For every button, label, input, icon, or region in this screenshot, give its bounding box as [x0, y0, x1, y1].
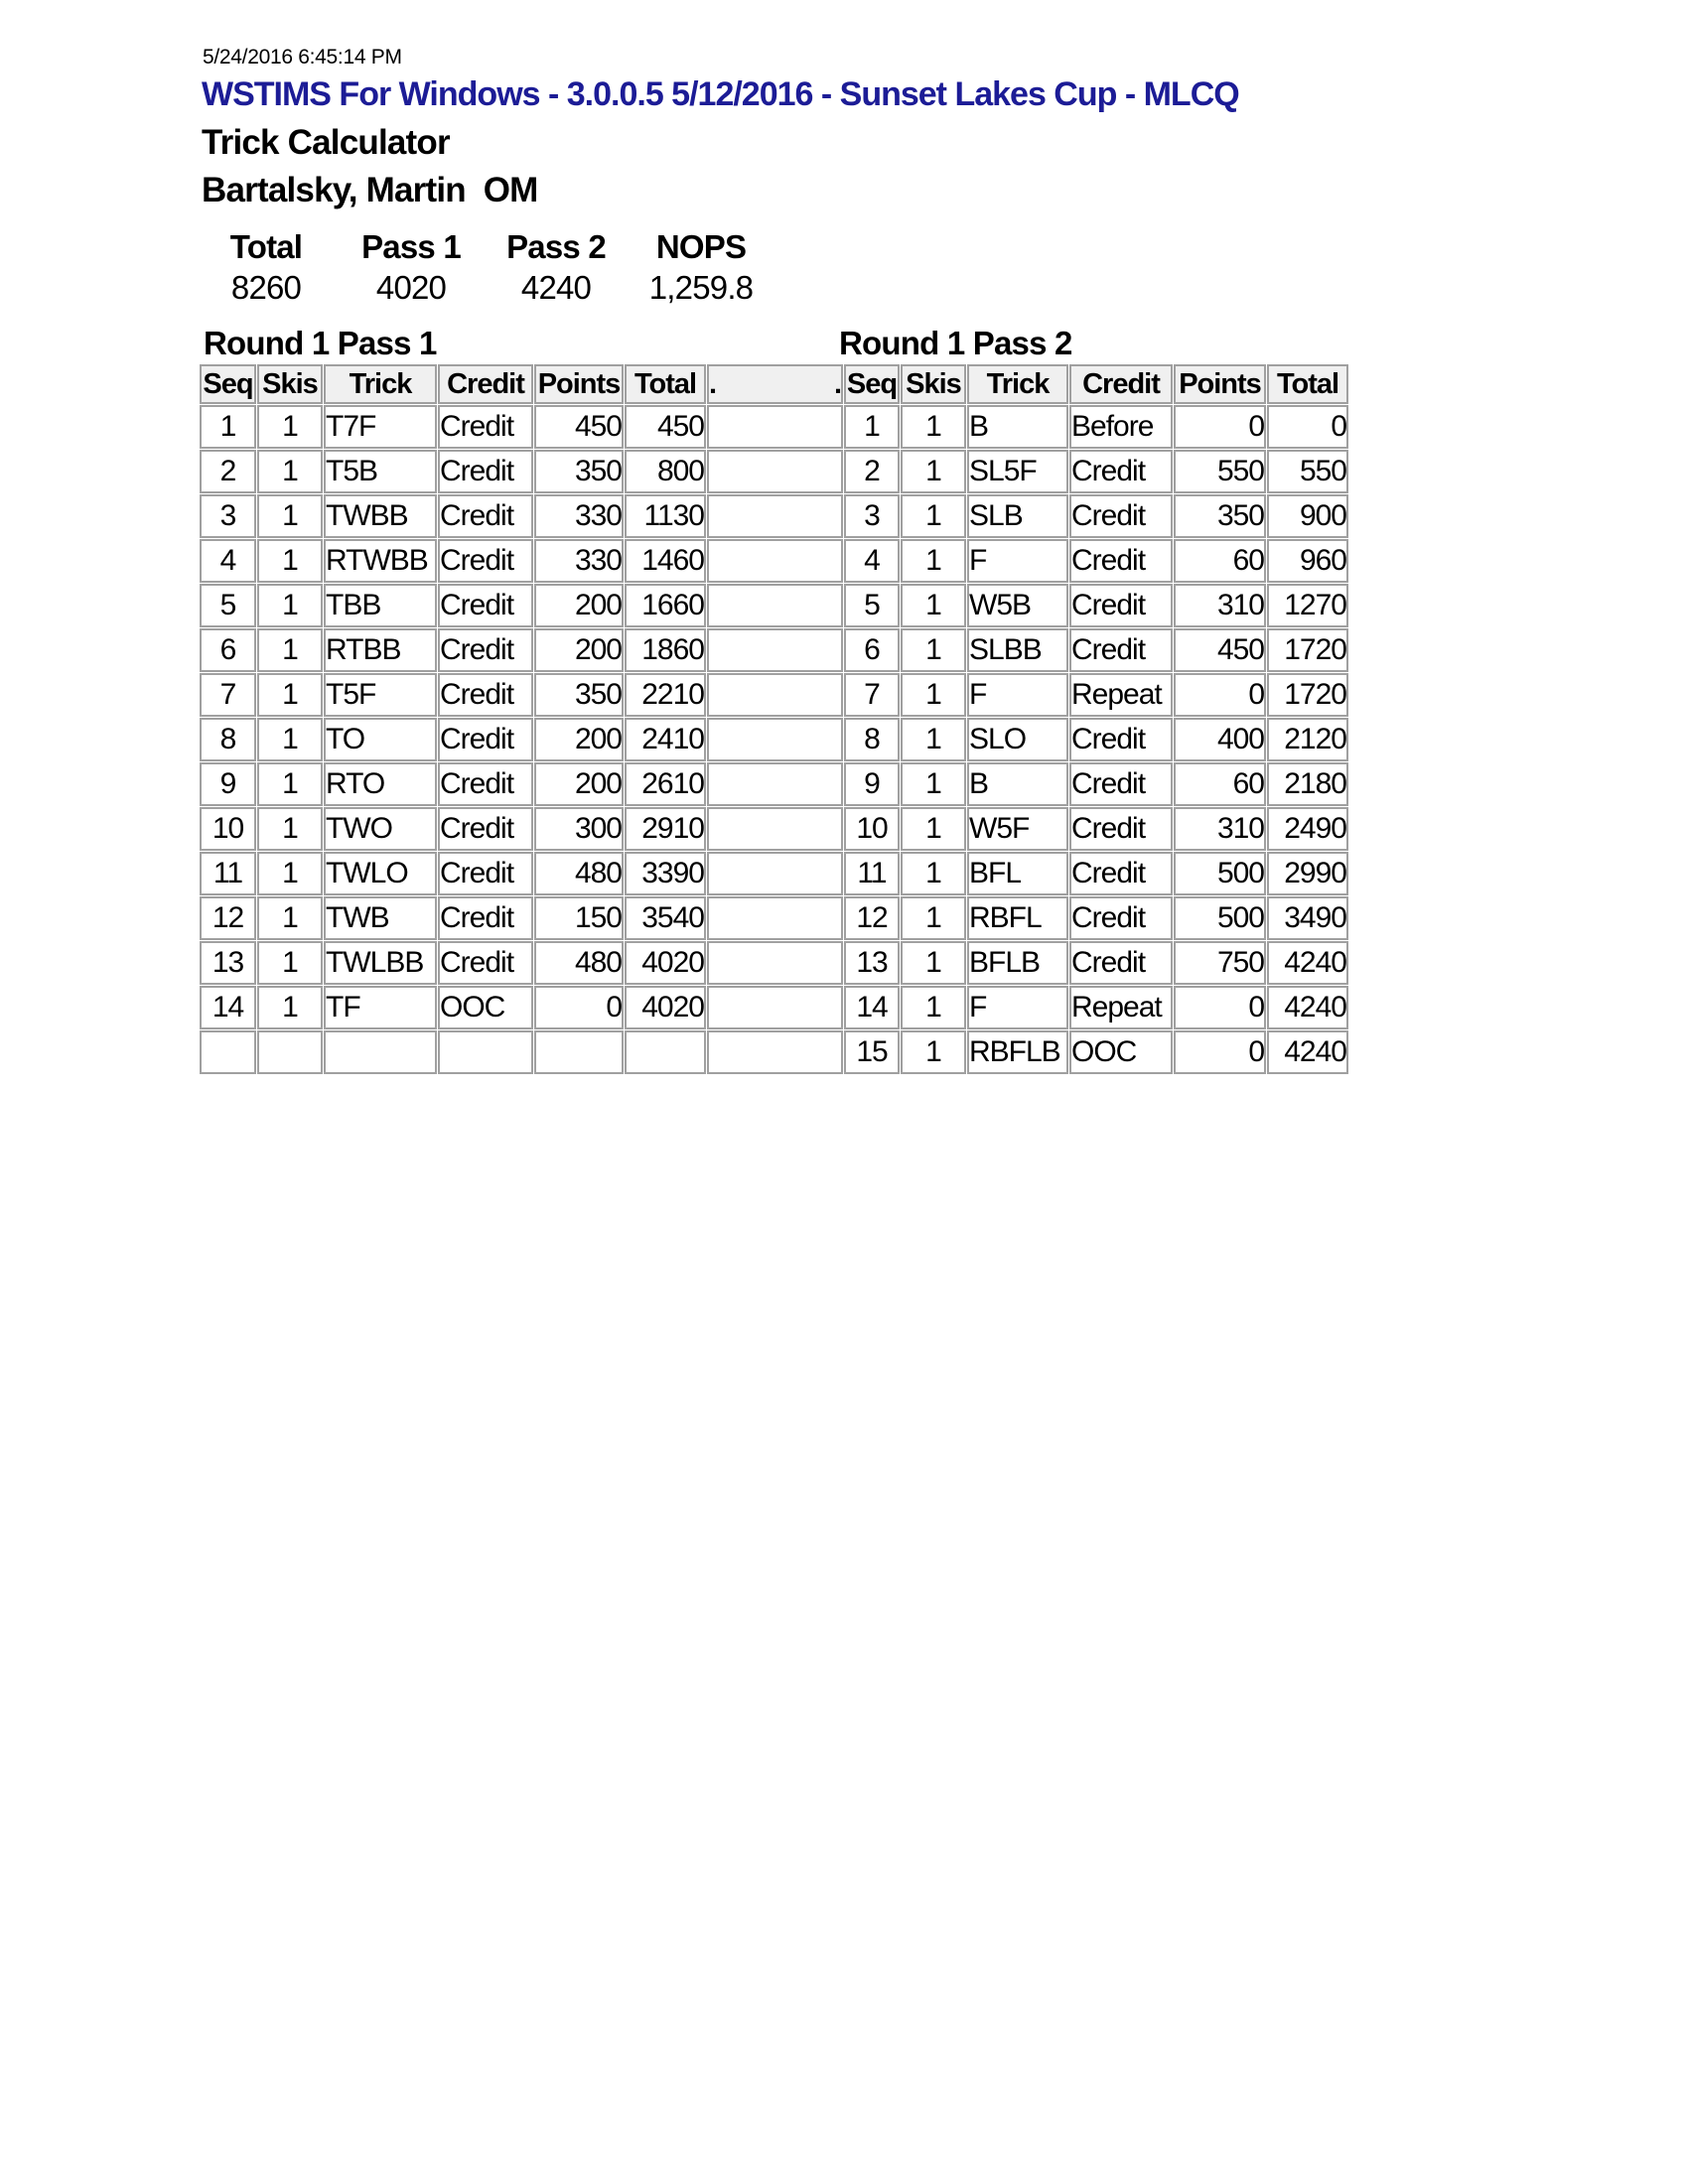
- cell: 960: [1267, 539, 1348, 583]
- table-row: [200, 807, 1348, 851]
- header-credit-p2: Credit: [1069, 364, 1173, 404]
- cell: 1: [844, 405, 900, 449]
- spacer-cell: [707, 1030, 843, 1074]
- cell: Credit: [438, 450, 533, 493]
- cell: [438, 1030, 533, 1074]
- cell: Credit: [438, 807, 533, 851]
- cell: 550: [1174, 450, 1266, 493]
- cell: 200: [534, 762, 624, 806]
- app-title: WSTIMS For Windows - 3.0.0.5 5/12/2016 - Sunset Lakes Cup - MLCQ: [202, 75, 1239, 113]
- cell: Credit: [438, 494, 533, 538]
- cell: 0: [1174, 1030, 1266, 1074]
- report-title: Trick Calculator: [202, 123, 450, 162]
- cell: Repeat: [1069, 673, 1173, 717]
- cell: 0: [1267, 405, 1348, 449]
- cell: 10: [200, 807, 256, 851]
- score-summary: [194, 226, 774, 308]
- cell: Credit: [438, 673, 533, 717]
- cell: 2410: [625, 718, 706, 761]
- cell: 450: [625, 405, 706, 449]
- cell: OOC: [1069, 1030, 1173, 1074]
- cell: TWO: [324, 807, 437, 851]
- cell: 1: [901, 450, 966, 493]
- cell: Credit: [1069, 852, 1173, 895]
- spacer-cell: [707, 628, 843, 672]
- cell: 800: [625, 450, 706, 493]
- table-row: [200, 628, 1348, 672]
- cell: 13: [200, 941, 256, 985]
- cell: 900: [1267, 494, 1348, 538]
- cell: 6: [200, 628, 256, 672]
- cell: 330: [534, 539, 624, 583]
- cell: 60: [1174, 762, 1266, 806]
- cell: 4240: [1267, 986, 1348, 1029]
- cell: 15: [844, 1030, 900, 1074]
- cell: 4: [200, 539, 256, 583]
- cell: B: [967, 762, 1068, 806]
- cell: 12: [844, 896, 900, 940]
- cell: 550: [1267, 450, 1348, 493]
- cell: 1: [257, 450, 323, 493]
- cell: BFLB: [967, 941, 1068, 985]
- cell: 1: [257, 762, 323, 806]
- summary-value-pass2: 4240: [520, 269, 592, 306]
- cell: 4240: [1267, 1030, 1348, 1074]
- cell: 13: [844, 941, 900, 985]
- cell: B: [967, 405, 1068, 449]
- cell: 1: [257, 986, 323, 1029]
- pass2-title: Round 1 Pass 2: [839, 325, 1072, 361]
- spacer-cell: [707, 539, 843, 583]
- cell: F: [967, 986, 1068, 1029]
- spacer-cell: [707, 718, 843, 761]
- cell: TO: [324, 718, 437, 761]
- cell: Credit: [438, 762, 533, 806]
- cell: Credit: [1069, 762, 1173, 806]
- cell: SLB: [967, 494, 1068, 538]
- table-row: [200, 852, 1348, 895]
- header-trick-p2: Trick: [967, 364, 1068, 404]
- cell: 2490: [1267, 807, 1348, 851]
- pass1-title: Round 1 Pass 1: [204, 325, 437, 361]
- cell: 1: [901, 494, 966, 538]
- cell: 1: [257, 539, 323, 583]
- cell: 1: [901, 405, 966, 449]
- spacer-right-dot: .: [833, 368, 841, 400]
- cell: W5F: [967, 807, 1068, 851]
- cell: 1: [200, 405, 256, 449]
- cell: T7F: [324, 405, 437, 449]
- table-body: [200, 405, 1348, 1074]
- summary-label-nops: NOPS: [655, 228, 747, 265]
- cell: SL5F: [967, 450, 1068, 493]
- cell: Credit: [1069, 584, 1173, 627]
- cell: 1: [901, 718, 966, 761]
- cell: 9: [200, 762, 256, 806]
- cell: 1130: [625, 494, 706, 538]
- cell: 450: [1174, 628, 1266, 672]
- cell: RBFL: [967, 896, 1068, 940]
- tricks-table: [199, 363, 1349, 1075]
- cell: 0: [1174, 405, 1266, 449]
- cell: 300: [534, 807, 624, 851]
- cell: TWBB: [324, 494, 437, 538]
- cell: 1: [901, 762, 966, 806]
- table-row: [200, 986, 1348, 1029]
- cell: 3: [200, 494, 256, 538]
- cell: 9: [844, 762, 900, 806]
- cell: 11: [200, 852, 256, 895]
- cell: RBFLB: [967, 1030, 1068, 1074]
- cell: 400: [1174, 718, 1266, 761]
- cell: 1860: [625, 628, 706, 672]
- cell: 8: [200, 718, 256, 761]
- header-points-p2: Points: [1174, 364, 1266, 404]
- table-row: [200, 673, 1348, 717]
- table-row: [200, 539, 1348, 583]
- cell: 0: [1174, 673, 1266, 717]
- cell: RTBB: [324, 628, 437, 672]
- cell: 1: [901, 1030, 966, 1074]
- cell: 6: [844, 628, 900, 672]
- cell: 350: [534, 450, 624, 493]
- cell: 350: [1174, 494, 1266, 538]
- cell: Credit: [1069, 807, 1173, 851]
- spacer-cell: [707, 852, 843, 895]
- cell: 7: [844, 673, 900, 717]
- cell: 1: [901, 986, 966, 1029]
- cell: 1: [257, 941, 323, 985]
- cell: TWB: [324, 896, 437, 940]
- cell: W5B: [967, 584, 1068, 627]
- cell: 310: [1174, 807, 1266, 851]
- header-credit-p1: Credit: [438, 364, 533, 404]
- cell: 1: [257, 584, 323, 627]
- cell: 1: [257, 852, 323, 895]
- table-row: [200, 718, 1348, 761]
- cell: TF: [324, 986, 437, 1029]
- cell: 200: [534, 584, 624, 627]
- cell: 2120: [1267, 718, 1348, 761]
- cell: Credit: [1069, 896, 1173, 940]
- cell: T5B: [324, 450, 437, 493]
- spacer-left-dot: .: [709, 368, 717, 400]
- cell: 10: [844, 807, 900, 851]
- cell: Credit: [438, 628, 533, 672]
- cell: 2210: [625, 673, 706, 717]
- header-skis-p1: Skis: [257, 364, 323, 404]
- cell: 1270: [1267, 584, 1348, 627]
- cell: Credit: [438, 941, 533, 985]
- cell: 1: [901, 852, 966, 895]
- cell: 480: [534, 852, 624, 895]
- cell: 480: [534, 941, 624, 985]
- cell: 14: [844, 986, 900, 1029]
- cell: 1: [257, 405, 323, 449]
- cell: Credit: [1069, 450, 1173, 493]
- cell: 2990: [1267, 852, 1348, 895]
- cell: 500: [1174, 852, 1266, 895]
- cell: 1660: [625, 584, 706, 627]
- cell: 1720: [1267, 673, 1348, 717]
- spacer-cell: [707, 762, 843, 806]
- cell: 0: [534, 986, 624, 1029]
- table-row: [200, 762, 1348, 806]
- cell: RTO: [324, 762, 437, 806]
- summary-label-pass2: Pass 2: [506, 228, 606, 265]
- cell: Credit: [438, 405, 533, 449]
- header-trick-p1: Trick: [324, 364, 437, 404]
- summary-label-pass1: Pass 1: [361, 228, 461, 265]
- cell: Credit: [1069, 718, 1173, 761]
- cell: 14: [200, 986, 256, 1029]
- cell: 60: [1174, 539, 1266, 583]
- cell: [200, 1030, 256, 1074]
- cell: Credit: [1069, 941, 1173, 985]
- cell: 4: [844, 539, 900, 583]
- cell: 1: [901, 896, 966, 940]
- header-total-p2: Total: [1267, 364, 1348, 404]
- cell: [324, 1030, 437, 1074]
- cell: Before: [1069, 405, 1173, 449]
- cell: 310: [1174, 584, 1266, 627]
- spacer-cell: [707, 941, 843, 985]
- cell: 4020: [625, 941, 706, 985]
- cell: RTWBB: [324, 539, 437, 583]
- cell: 11: [844, 852, 900, 895]
- cell: 2: [844, 450, 900, 493]
- cell: Credit: [1069, 539, 1173, 583]
- header-seq-p1: Seq: [200, 364, 256, 404]
- cell: F: [967, 673, 1068, 717]
- cell: TBB: [324, 584, 437, 627]
- cell: F: [967, 539, 1068, 583]
- cell: Credit: [438, 852, 533, 895]
- cell: 330: [534, 494, 624, 538]
- cell: 450: [534, 405, 624, 449]
- cell: 200: [534, 718, 624, 761]
- cell: [625, 1030, 706, 1074]
- cell: 3390: [625, 852, 706, 895]
- cell: 5: [200, 584, 256, 627]
- cell: 2180: [1267, 762, 1348, 806]
- table-row: [200, 584, 1348, 627]
- cell: 500: [1174, 896, 1266, 940]
- summary-label-total: Total: [229, 228, 303, 265]
- cell: 3490: [1267, 896, 1348, 940]
- cell: T5F: [324, 673, 437, 717]
- cell: 1720: [1267, 628, 1348, 672]
- header-total-p1: Total: [625, 364, 706, 404]
- cell: 1: [257, 494, 323, 538]
- summary-value-total: 8260: [230, 269, 302, 306]
- cell: 1: [901, 539, 966, 583]
- table-row: [200, 896, 1348, 940]
- cell: Credit: [1069, 494, 1173, 538]
- summary-value-nops: 1,259.8: [648, 269, 754, 306]
- cell: 750: [1174, 941, 1266, 985]
- cell: 0: [1174, 986, 1266, 1029]
- header-points-p1: Points: [534, 364, 624, 404]
- table-row: [200, 405, 1348, 449]
- cell: SLBB: [967, 628, 1068, 672]
- summary-value-pass1: 4020: [375, 269, 447, 306]
- spacer-cell: [707, 896, 843, 940]
- cell: 4240: [1267, 941, 1348, 985]
- cell: Credit: [438, 896, 533, 940]
- cell: 1: [257, 896, 323, 940]
- cell: 1: [257, 807, 323, 851]
- cell: Credit: [1069, 628, 1173, 672]
- spacer-cell: [707, 673, 843, 717]
- cell: BFL: [967, 852, 1068, 895]
- cell: Repeat: [1069, 986, 1173, 1029]
- cell: 1: [257, 718, 323, 761]
- spacer-cell: [707, 405, 843, 449]
- spacer-cell: [707, 450, 843, 493]
- spacer-cell: [707, 584, 843, 627]
- cell: 200: [534, 628, 624, 672]
- cell: [534, 1030, 624, 1074]
- cell: 1: [901, 628, 966, 672]
- cell: TWLO: [324, 852, 437, 895]
- cell: 1: [257, 628, 323, 672]
- cell: 5: [844, 584, 900, 627]
- cell: 1: [901, 941, 966, 985]
- table-row: [200, 941, 1348, 985]
- spacer-cell: [707, 807, 843, 851]
- spacer-cell: [707, 986, 843, 1029]
- cell: 12: [200, 896, 256, 940]
- cell: 7: [200, 673, 256, 717]
- cell: OOC: [438, 986, 533, 1029]
- cell: Credit: [438, 718, 533, 761]
- cell: 1: [257, 673, 323, 717]
- cell: 2610: [625, 762, 706, 806]
- header-row: [200, 364, 1348, 404]
- print-timestamp: 5/24/2016 6:45:14 PM: [203, 46, 402, 68]
- table-row: [200, 450, 1348, 493]
- cell: 1460: [625, 539, 706, 583]
- skier-name: Bartalsky, Martin OM: [202, 171, 538, 209]
- cell: 2: [200, 450, 256, 493]
- cell: [257, 1030, 323, 1074]
- cell: 1: [901, 673, 966, 717]
- table-row: [200, 1030, 1348, 1074]
- header-skis-p2: Skis: [901, 364, 966, 404]
- cell: 150: [534, 896, 624, 940]
- cell: TWLBB: [324, 941, 437, 985]
- spacer-header: [707, 364, 843, 404]
- cell: Credit: [438, 539, 533, 583]
- cell: Credit: [438, 584, 533, 627]
- cell: 350: [534, 673, 624, 717]
- cell: 2910: [625, 807, 706, 851]
- cell: 1: [901, 807, 966, 851]
- cell: 3: [844, 494, 900, 538]
- table-row: [200, 494, 1348, 538]
- cell: SLO: [967, 718, 1068, 761]
- cell: 3540: [625, 896, 706, 940]
- cell: 1: [901, 584, 966, 627]
- spacer-cell: [707, 494, 843, 538]
- header-seq-p2: Seq: [844, 364, 900, 404]
- cell: 4020: [625, 986, 706, 1029]
- cell: 8: [844, 718, 900, 761]
